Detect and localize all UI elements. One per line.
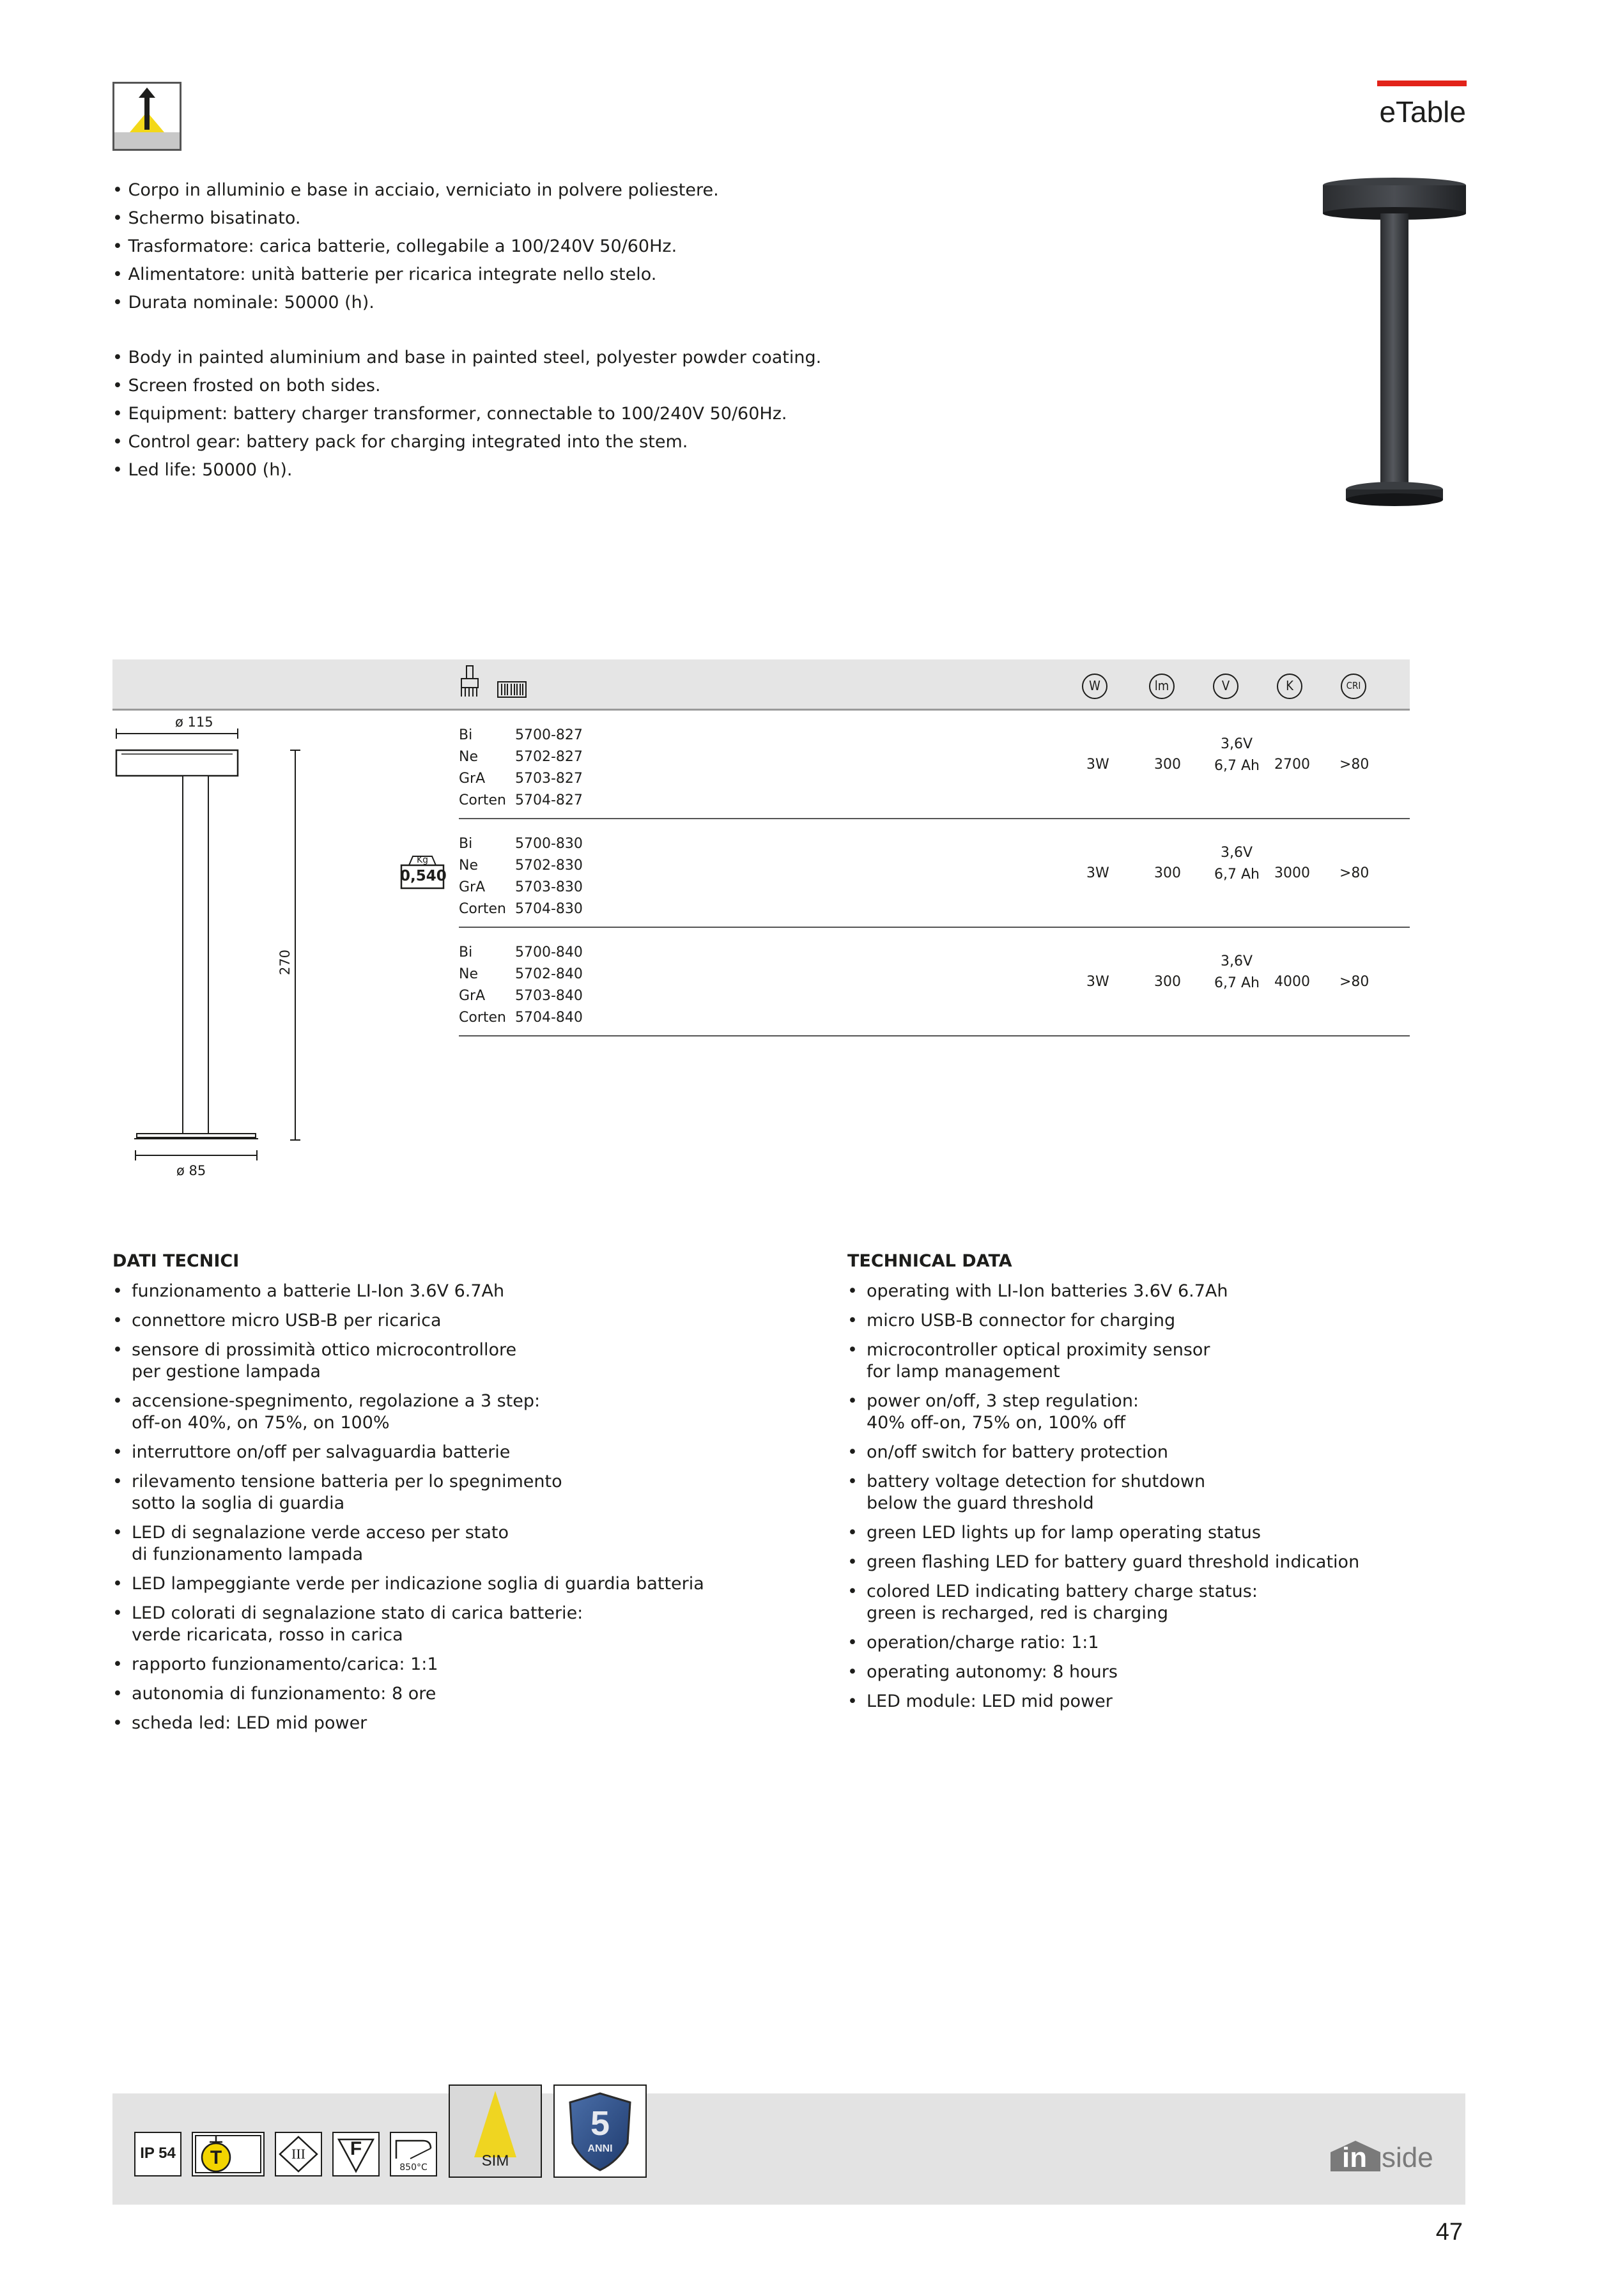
list-item: • microcontroller optical proximity sensor for lamp management xyxy=(847,1340,1210,1382)
volt-cell: 3,6V xyxy=(1221,845,1253,861)
table-row xyxy=(459,711,1410,819)
code-cell: 5702-830 xyxy=(515,858,583,874)
table-row xyxy=(459,928,1410,1036)
code-cell: 5702-827 xyxy=(515,749,583,765)
lumen-cell: 300 xyxy=(1154,757,1181,773)
tech-data-list-it xyxy=(112,1281,815,1742)
kelvin-cell: 2700 xyxy=(1274,757,1310,773)
t-mark-icon: T xyxy=(192,2132,265,2177)
lumen-badge: lm xyxy=(1149,674,1175,699)
finish-cell: Corten xyxy=(459,901,506,917)
cri-cell: >80 xyxy=(1339,865,1369,881)
title-accent-bar xyxy=(1377,81,1467,86)
description-line: • Body in painted aluminium and base in painted steel, polyester powder coating. xyxy=(112,348,822,367)
watt-cell: 3W xyxy=(1086,974,1109,990)
finish-icon xyxy=(459,665,481,700)
kelvin-cell: 3000 xyxy=(1274,865,1310,881)
watt-cell: 3W xyxy=(1086,757,1109,773)
list-item: • operating with LI-Ion batteries 3.6V 6.7Ah xyxy=(847,1281,1228,1301)
product-photo xyxy=(1316,173,1470,518)
list-item: • micro USB-B connector for charging xyxy=(847,1311,1176,1330)
code-cell: 5700-827 xyxy=(515,727,583,743)
finish-cell: Corten xyxy=(459,792,506,808)
code-cell: 5700-840 xyxy=(515,944,583,960)
list-item: • accensione-spegnimento, regolazione a 3 step: off-on 40%, on 75%, on 100% xyxy=(112,1391,541,1433)
lumen-cell: 300 xyxy=(1154,974,1181,990)
list-item: • operating autonomy: 8 hours xyxy=(847,1662,1118,1682)
description-line: • Alimentatore: unità batterie per ricarica integrate nello stelo. xyxy=(112,265,657,284)
finish-cell: GrA xyxy=(459,771,486,787)
weight-badge xyxy=(400,854,445,890)
list-item: • LED module: LED mid power xyxy=(847,1691,1113,1711)
watt-cell: 3W xyxy=(1086,865,1109,881)
list-item: • connettore micro USB-B per ricarica xyxy=(112,1311,442,1330)
brand-in: in xyxy=(1342,2142,1368,2173)
brand-side: side xyxy=(1382,2142,1433,2173)
finish-cell: Corten xyxy=(459,1010,506,1026)
finish-cell: Bi xyxy=(459,836,473,852)
description-line: • Screen frosted on both sides. xyxy=(112,376,381,396)
finish-cell: GrA xyxy=(459,988,486,1004)
capacity-cell: 6,7 Ah xyxy=(1214,975,1260,991)
list-item: • operation/charge ratio: 1:1 xyxy=(847,1633,1099,1653)
description-line: • Equipment: battery charger transformer, connectable to 100/240V 50/60Hz. xyxy=(112,404,787,424)
description-english xyxy=(112,344,821,484)
code-cell: 5700-830 xyxy=(515,836,583,852)
tech-data-list-en xyxy=(847,1281,1461,1720)
warranty-shield-icon: 5 ANNI xyxy=(553,2084,647,2178)
list-item: • sensore di prossimità ottico microcontrollore per gestione lampada xyxy=(112,1340,517,1382)
ip-rating-badge: IP 54 xyxy=(134,2132,181,2177)
cri-badge: CRI xyxy=(1341,674,1366,699)
description-italian xyxy=(112,176,719,317)
list-item: • colored LED indicating battery charge status: green is recharged, red is charging xyxy=(847,1582,1258,1623)
capacity-cell: 6,7 Ah xyxy=(1214,867,1260,882)
list-item: • green flashing LED for battery guard threshold indication xyxy=(847,1552,1360,1572)
finish-cell: Ne xyxy=(459,966,478,982)
code-cell: 5703-827 xyxy=(515,771,583,787)
kelvin-badge: K xyxy=(1277,674,1302,699)
description-line: • Control gear: battery pack for charging integrated into the stem. xyxy=(112,432,688,452)
cri-cell: >80 xyxy=(1339,974,1369,990)
glow-wire-icon: 850°C xyxy=(390,2132,437,2177)
watt-badge: W xyxy=(1082,674,1107,699)
sim-icon: SIM xyxy=(449,2084,542,2178)
list-item: • rapporto funzionamento/carica: 1:1 xyxy=(112,1654,438,1674)
description-line: • Corpo in alluminio e base in acciaio, verniciato in polvere poliestere. xyxy=(112,180,719,200)
list-item: • on/off switch for battery protection xyxy=(847,1442,1168,1462)
code-cell: 5703-840 xyxy=(515,988,583,1004)
tech-data-title-en: TECHNICAL DATA xyxy=(847,1251,1012,1271)
code-icon xyxy=(497,681,527,700)
finish-cell: Bi xyxy=(459,727,473,743)
f-mark-icon: F xyxy=(332,2132,380,2177)
table-row xyxy=(459,819,1410,928)
base-diameter-label: ø 85 xyxy=(176,1163,206,1178)
description-line: • Schermo bisatinato. xyxy=(112,208,301,228)
volt-cell: 3,6V xyxy=(1221,736,1253,752)
list-item: • LED lampeggiante verde per indicazione soglia di guardia batteria xyxy=(112,1574,704,1594)
code-cell: 5703-830 xyxy=(515,879,583,895)
capacity-cell: 6,7 Ah xyxy=(1214,758,1260,774)
lumen-cell: 300 xyxy=(1154,865,1181,881)
description-line: • Durata nominale: 50000 (h). xyxy=(112,293,374,312)
finish-cell: Ne xyxy=(459,749,478,765)
volt-cell: 3,6V xyxy=(1221,953,1253,969)
downlight-icon xyxy=(112,82,181,151)
code-cell: 5702-840 xyxy=(515,966,583,982)
dimension-drawing xyxy=(112,714,330,1194)
list-item: • scheda led: LED mid power xyxy=(112,1713,367,1733)
volt-badge: V xyxy=(1213,674,1238,699)
list-item: • autonomia di funzionamento: 8 ore xyxy=(112,1684,436,1704)
list-item: • green LED lights up for lamp operating status xyxy=(847,1523,1261,1543)
list-item: • battery voltage detection for shutdown below the guard threshold xyxy=(847,1472,1206,1513)
weight-value: 0,540 xyxy=(400,868,447,884)
cri-cell: >80 xyxy=(1339,757,1369,773)
tech-data-title-it: DATI TECNICI xyxy=(112,1251,240,1271)
description-line: • Led life: 50000 (h). xyxy=(112,460,293,480)
list-item: • LED colorati di segnalazione stato di carica batterie: verde ricaricata, rosso in carica xyxy=(112,1603,583,1645)
list-item: • funzionamento a batterie LI-Ion 3.6V 6.7Ah xyxy=(112,1281,505,1301)
list-item: • power on/off, 3 step regulation: 40% off-on, 75% on, 100% off xyxy=(847,1391,1139,1433)
description-line: • Trasformatore: carica batterie, collegabile a 100/240V 50/60Hz. xyxy=(112,236,677,256)
list-item: • LED di segnalazione verde acceso per stato di funzionamento lampada xyxy=(112,1523,509,1564)
code-cell: 5704-840 xyxy=(515,1010,583,1026)
list-item: • rilevamento tensione batteria per lo spegnimento sotto la soglia di guardia xyxy=(112,1472,562,1513)
finish-cell: Ne xyxy=(459,858,478,874)
height-label: 270 xyxy=(277,949,293,976)
finish-cell: Bi xyxy=(459,944,473,960)
code-cell: 5704-830 xyxy=(515,901,583,917)
class-iii-icon: III xyxy=(275,2132,322,2177)
weight-unit: Kg xyxy=(416,855,429,865)
finish-cell: GrA xyxy=(459,879,486,895)
list-item: • interruttore on/off per salvaguardia batterie xyxy=(112,1442,511,1462)
page-title: eTable xyxy=(1379,95,1466,128)
top-diameter-label: ø 115 xyxy=(175,714,213,730)
page-number: 47 xyxy=(1435,2219,1463,2246)
code-cell: 5704-827 xyxy=(515,792,583,808)
kelvin-cell: 4000 xyxy=(1274,974,1310,990)
